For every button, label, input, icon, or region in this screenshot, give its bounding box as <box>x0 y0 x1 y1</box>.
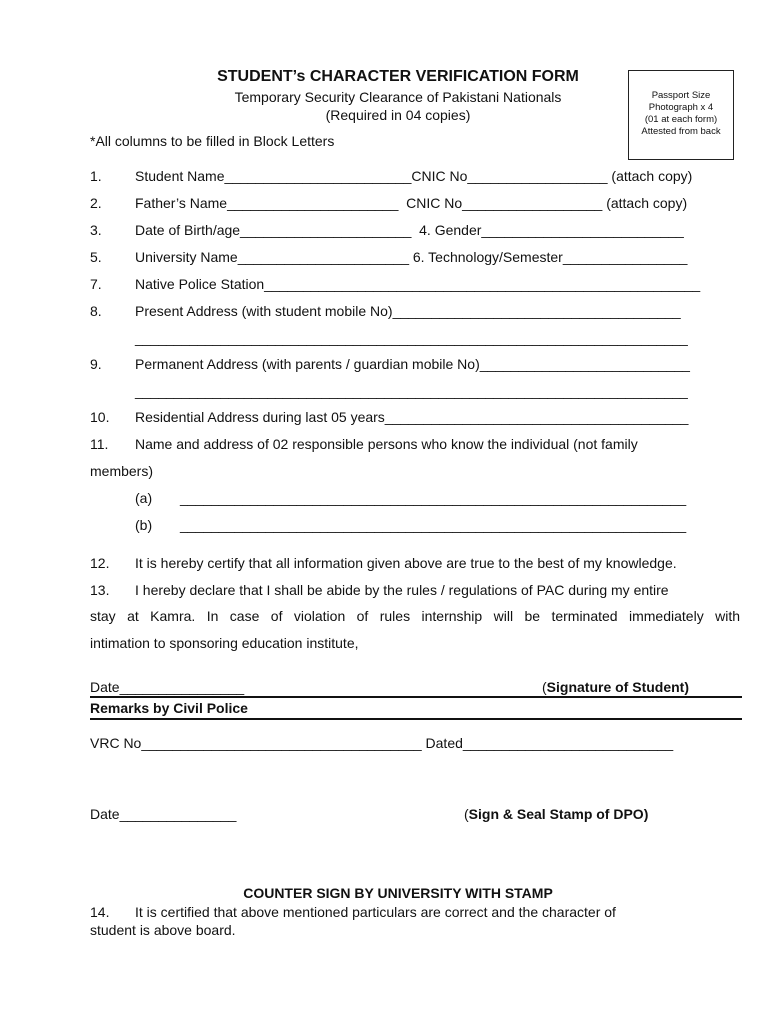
person-a-field[interactable]: _________________________________________________________________ <box>180 490 687 506</box>
item-number-7: 7. <box>90 276 102 292</box>
dob-gender-field[interactable]: Date of Birth/age______________________ 4. Gender__________________________ <box>135 222 684 238</box>
university-technology-field[interactable]: University Name______________________ 6. Technology/Semester________________ <box>135 249 688 265</box>
item-number-11: 11. <box>90 436 109 452</box>
permanent-address-field[interactable]: Permanent Address (with parents / guardian mobile No)___________________________ <box>135 356 690 372</box>
declaration-statement-line-3: intimation to sponsoring education institute, <box>90 635 359 651</box>
declaration-statement-line-1: I hereby declare that I shall be abide by the rules / regulations of PAC during my entire <box>135 582 669 598</box>
photo-line-2: Photograph x 4 <box>648 102 714 113</box>
item-number-12: 12. <box>90 555 110 571</box>
certification-statement: It is hereby certify that all information given above are true to the best of my knowledge. <box>135 555 677 571</box>
photo-line-1: Passport Size <box>651 90 711 101</box>
vrc-dated-field[interactable]: VRC No____________________________________ Dated___________________________ <box>90 735 674 751</box>
person-b-field[interactable]: _________________________________________________________________ <box>180 517 687 533</box>
item-number-2: 2. <box>90 195 102 211</box>
permanent-address-continuation[interactable]: _______________________________________________________________________ <box>135 383 688 399</box>
university-certification-line-1: It is certified that above mentioned particulars are correct and the character of <box>135 904 616 920</box>
person-b-label: (b) <box>135 517 153 533</box>
form-title: STUDENT’s CHARACTER VERIFICATION FORM <box>217 68 579 85</box>
photo-line-3: (01 at each form) <box>644 114 718 125</box>
item-number-10: 10. <box>90 409 110 425</box>
present-address-field[interactable]: Present Address (with student mobile No)_____________________________________ <box>135 303 681 319</box>
declaration-statement-line-2: stay at Kamra. In case of violation of rules internship will be terminated immediately with <box>90 608 740 624</box>
passport-photo-box <box>628 70 734 160</box>
native-police-station-field[interactable]: Native Police Station________________________________________________________ <box>135 276 701 292</box>
responsible-persons-label-cont: members) <box>90 463 154 479</box>
form-subtitle: Temporary Security Clearance of Pakistani Nationals <box>234 89 562 105</box>
civil-police-heading: Remarks by Civil Police <box>90 700 248 716</box>
divider-bottom <box>90 718 742 720</box>
present-address-continuation[interactable]: _______________________________________________________________________ <box>135 330 688 346</box>
university-certification-line-2: student is above board. <box>90 922 236 938</box>
item-number-1: 1. <box>90 168 102 184</box>
responsible-persons-label: Name and address of 02 responsible persons who know the individual (not family <box>135 436 638 452</box>
university-heading: COUNTER SIGN BY UNIVERSITY WITH STAMP <box>243 885 553 901</box>
signature-date-field[interactable]: Date________________ <box>90 679 245 695</box>
divider-top <box>90 696 742 698</box>
block-letters-note: *All columns to be filled in Block Letters <box>90 133 335 149</box>
police-date-field[interactable]: Date_______________ <box>90 806 237 822</box>
item-number-8: 8. <box>90 303 102 319</box>
student-name-cnic-field[interactable]: Student Name________________________CNIC No__________________ (attach copy) <box>135 168 693 184</box>
item-number-3: 3. <box>90 222 102 238</box>
student-signature-label: (Signature of Student) <box>542 679 689 695</box>
item-number-13: 13. <box>90 582 110 598</box>
father-name-cnic-field[interactable]: Father’s Name______________________ CNIC No__________________ (attach copy) <box>135 195 688 211</box>
copies-note: (Required in 04 copies) <box>325 107 471 123</box>
person-a-label: (a) <box>135 490 153 506</box>
dpo-stamp-label: (Sign & Seal Stamp of DPO) <box>464 806 649 822</box>
item-number-9: 9. <box>90 356 102 372</box>
residential-address-field[interactable]: Residential Address during last 05 years_______________________________________ <box>135 409 689 425</box>
item-number-14: 14. <box>90 904 110 920</box>
photo-line-4: Attested from back <box>641 126 721 137</box>
item-number-5: 5. <box>90 249 102 265</box>
